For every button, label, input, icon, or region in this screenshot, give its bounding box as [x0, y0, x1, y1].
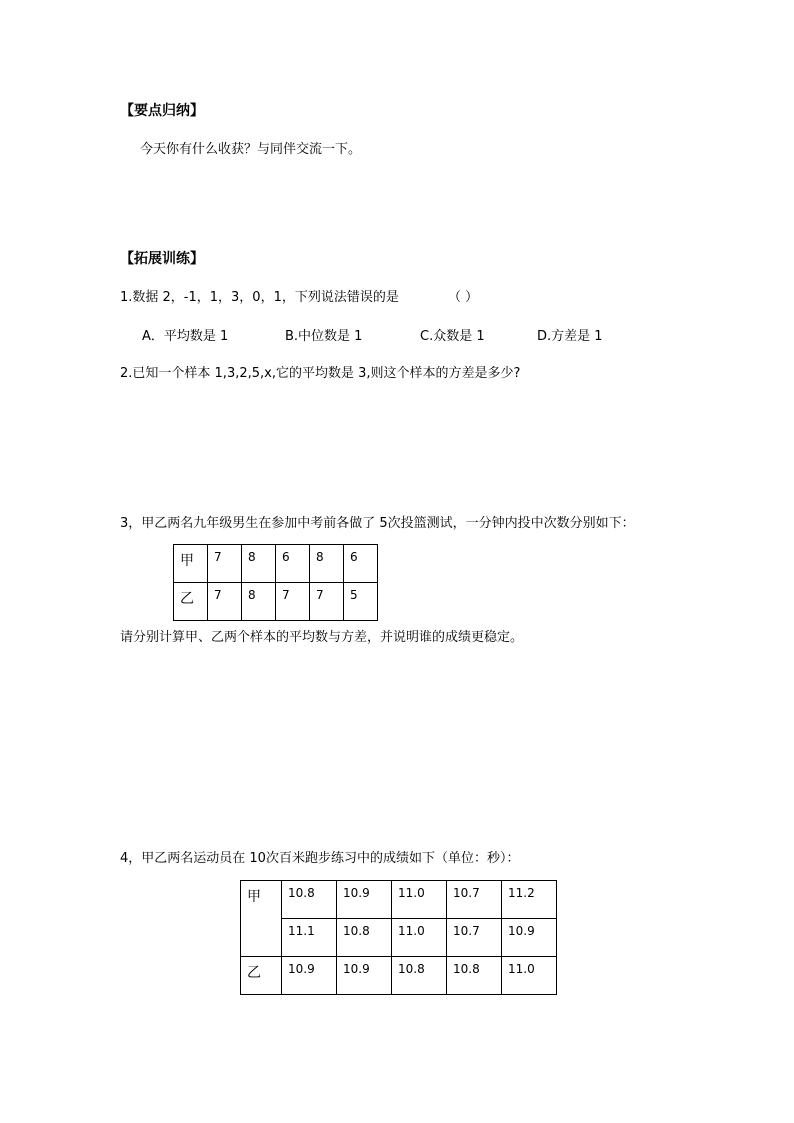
row-label-jia: 甲: [174, 545, 208, 583]
q4-stem: 4，甲乙两名运动员在 10次百米跑步练习中的成绩如下（单位：秒）：: [120, 851, 520, 866]
table-row: [241, 957, 557, 995]
table-cell: 10.7: [447, 881, 502, 919]
table-row: [174, 583, 378, 621]
q1-option-d: D.方差是 1: [537, 329, 603, 344]
table-cell: 10.7: [447, 919, 502, 957]
q1-option-a: A．平均数是 1: [142, 329, 229, 344]
q1-stem: 1.数据 2，-1，1，3，0，1，下列说法错误的是: [120, 290, 399, 305]
table-cell: 10.9: [502, 919, 557, 957]
table-cell: 10.8: [447, 957, 502, 995]
table-cell: 10.8: [282, 881, 337, 919]
table-cell: 11.0: [392, 919, 447, 957]
table-cell: 10.8: [392, 957, 447, 995]
q1-option-b: B.中位数是 1: [285, 329, 363, 344]
row-label-jia: 甲: [241, 881, 282, 957]
q1-answer-blank: （ ）: [448, 290, 479, 305]
table-cell: 8: [310, 545, 344, 583]
row-label-yi: 乙: [174, 583, 208, 621]
table-cell: 6: [344, 545, 378, 583]
table-cell: 8: [242, 545, 276, 583]
table-cell: 11.0: [502, 957, 557, 995]
table-row: [241, 881, 557, 919]
extension-heading: 【拓展训练】: [120, 251, 204, 267]
q1-option-c: C.众数是 1: [420, 329, 485, 344]
q3-question: 请分别计算甲、乙两个样本的平均数与方差，并说明谁的成绩更稳定。: [120, 630, 524, 645]
q2-stem: 2.已知一个样本 1,3,2,5,x,它的平均数是 3,则这个样本的方差是多少?: [120, 366, 521, 381]
table-row: [241, 919, 557, 957]
table-cell: 10.9: [337, 957, 392, 995]
summary-prompt: 今天你有什么收获？与同伴交流一下。: [140, 142, 362, 157]
table-cell: 8: [242, 583, 276, 621]
q3-stem: 3，甲乙两名九年级男生在参加中考前各做了 5次投篮测试，一分钟内投中次数分别如下：: [120, 516, 635, 531]
table-cell: 10.9: [337, 881, 392, 919]
table-cell: 7: [208, 545, 242, 583]
table-cell: 10.9: [282, 957, 337, 995]
table-cell: 11.0: [392, 881, 447, 919]
table-cell: 5: [344, 583, 378, 621]
table-cell: 11.2: [502, 881, 557, 919]
table-cell: 10.8: [337, 919, 392, 957]
table-cell: 7: [276, 583, 310, 621]
table-cell: 11.1: [282, 919, 337, 957]
table-row: [174, 545, 378, 583]
table-cell: 7: [208, 583, 242, 621]
summary-heading: 【要点归纳】: [120, 103, 204, 119]
q3-score-table: [173, 544, 378, 621]
row-label-yi: 乙: [241, 957, 282, 995]
table-cell: 7: [310, 583, 344, 621]
table-cell: 6: [276, 545, 310, 583]
q4-score-table: [240, 880, 557, 995]
